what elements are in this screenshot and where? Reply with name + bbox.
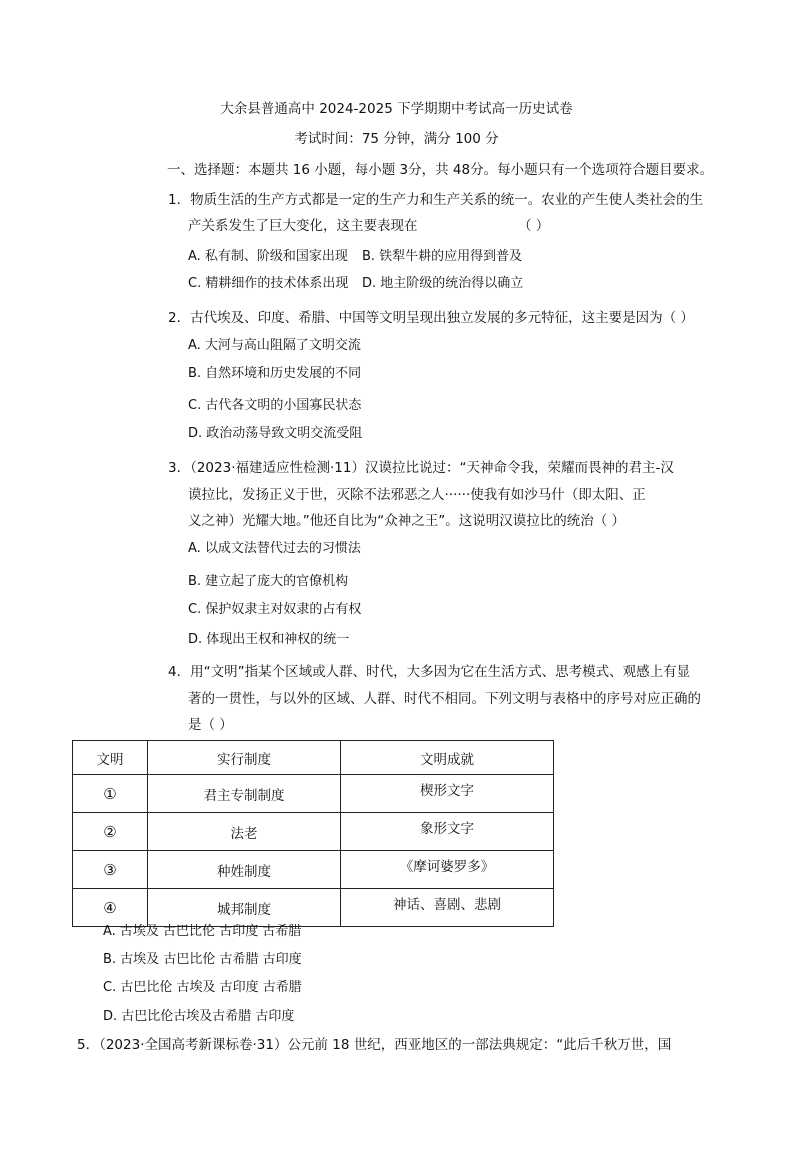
q4-option-a: A. 古埃及 古巴比伦 古印度 古希腊 <box>103 924 302 939</box>
q1-stem-line2: 产关系发生了巨大变化，这主要表现在 <box>188 218 418 234</box>
table-cell-number: ② <box>73 813 148 851</box>
q4-stem-line1: 4．用“文明”指某个区域或人群、时代，大多因为它在生活方式、思考模式、观感上有显 <box>168 664 691 680</box>
table-cell-system: 君主专制制度 <box>148 775 341 813</box>
q2-option-a: A. 大河与高山阻隔了文明交流 <box>188 338 361 353</box>
table-cell-system: 种姓制度 <box>148 851 341 889</box>
q4-option-c: C. 古巴比伦 古埃及 古印度 古希腊 <box>103 980 302 995</box>
q3-stem-line3: 义之神）光耀大地。”他还自比为“众神之王”。这说明汉谟拉比的统治（ ） <box>188 513 626 529</box>
table-row <box>73 813 554 851</box>
table-header-cell: 文明 <box>73 741 148 775</box>
q4-option-d: D. 古巴比伦古埃及古希腊 古印度 <box>103 1009 295 1024</box>
q3-option-a: A. 以成文法替代过去的习惯法 <box>188 541 361 556</box>
q3-option-d: D. 体现出王权和神权的统一 <box>188 632 350 647</box>
q1-option-c: C. 精耕细作的技术体系出现 <box>188 276 349 291</box>
table-header-row <box>73 741 554 775</box>
table-row <box>73 775 554 813</box>
q3-stem-line1: 3．（2023·福建适应性检测·11）汉谟拉比说过：“天神命令我，荣耀而畏神的君主-汉 <box>168 460 674 476</box>
section-heading: 一、选择题：本题共 16 小题，每小题 3分，共 48分。每小题只有一个选项符合题目要求。 <box>167 162 714 178</box>
q1-answer-paren: （ ） <box>518 218 550 234</box>
q4-stem-line3: 是（ ） <box>188 717 233 733</box>
q3-option-c: C. 保护奴隶主对奴隶的占有权 <box>188 602 362 617</box>
q2-stem: 2．古代埃及、印度、希腊、中国等文明呈现出独立发展的多元特征，这主要是因为（ ） <box>168 310 694 326</box>
table-header-cell: 实行制度 <box>148 741 341 775</box>
q3-stem-line2: 谟拉比，发扬正义于世，灭除不法邪恶之人······使我有如沙马什（即太阳、正 <box>188 487 646 503</box>
table-row <box>73 851 554 889</box>
table-cell-number: ③ <box>73 851 148 889</box>
q5-stem-line1: 5．（2023·全国高考新课标卷·31）公元前 18 世纪，西亚地区的一部法典规定：“此后千秋万世，国 <box>77 1037 672 1053</box>
table-cell-achievement: 《摩诃婆罗多》 <box>341 851 554 889</box>
q1-option-a: A. 私有制、阶级和国家出现 <box>188 249 348 264</box>
table-cell-achievement: 神话、喜剧、悲剧 <box>341 889 554 927</box>
q2-option-c: C. 古代各文明的小国寡民状态 <box>188 398 362 413</box>
q4-stem-line2: 著的一贯性，与以外的区域、人群、时代不相同。下列文明与表格中的序号对应正确的 <box>188 691 701 707</box>
q1-stem-line1: 1．物质生活的生产方式都是一定的生产力和生产关系的统一。农业的产生使人类社会的生 <box>168 192 704 208</box>
civilization-table <box>72 740 554 927</box>
q2-option-d: D. 政治动荡导致文明交流受阻 <box>188 426 363 441</box>
q2-option-b: B. 自然环境和历史发展的不同 <box>188 366 362 381</box>
table-cell-achievement: 楔形文字 <box>341 775 554 813</box>
table-cell-number: ④ <box>73 889 148 927</box>
q3-option-b: B. 建立起了庞大的官僚机构 <box>188 574 349 589</box>
q1-option-b: B. 铁犁牛耕的应用得到普及 <box>362 249 523 264</box>
table-cell-system: 法老 <box>148 813 341 851</box>
table-cell-system: 城邦制度 <box>148 889 341 927</box>
table-header-cell: 文明成就 <box>341 741 554 775</box>
q1-option-d: D. 地主阶级的统治得以确立 <box>362 276 524 291</box>
table-cell-achievement: 象形文字 <box>341 813 554 851</box>
table-cell-number: ① <box>73 775 148 813</box>
q4-option-b: B. 古埃及 古巴比伦 古希腊 古印度 <box>103 952 302 967</box>
exam-time-info: 考试时间：75 分钟，满分 100 分 <box>294 131 499 147</box>
exam-title: 大余县普通高中 2024-2025 下学期期中考试高一历史试卷 <box>220 101 573 117</box>
